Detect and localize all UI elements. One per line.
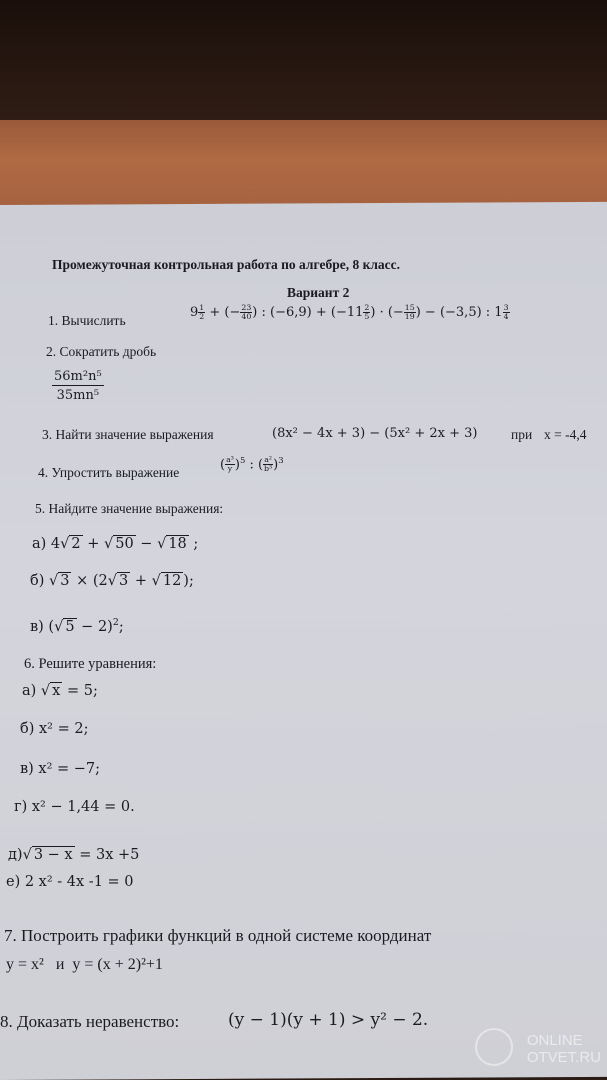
- task6-c: в) x² = −7;: [20, 761, 101, 777]
- watermark: [527, 1033, 601, 1066]
- worksheet-title: Промежуточная контрольная работа по алгебре, 8 класс.: [52, 257, 401, 272]
- task2-label: 2. Сократить дробь: [46, 344, 157, 359]
- task6-label: 6. Решите уравнения:: [24, 656, 157, 672]
- fraction-numerator: 56m²n⁵: [54, 369, 102, 384]
- task4-label: 4. Упростить выражение: [38, 465, 180, 480]
- task5-label: 5. Найдите значение выражения:: [35, 501, 224, 516]
- variant-label: Вариант 2: [287, 285, 350, 300]
- task3-expression: (8x² − 4x + 3) − (5x² + 2x + 3): [272, 426, 478, 441]
- fraction-denominator: 35mn⁵: [56, 388, 100, 403]
- task7-label: 7. Построить графики функций в одной системе координат: [4, 926, 432, 945]
- watermark-line2: OTVET.RU: [526, 1048, 601, 1066]
- task7-functions: y = x² и y = (x + 2)²+1: [6, 956, 163, 973]
- task8-label: 8. Доказать неравенство:: [0, 1012, 180, 1031]
- task5-c: в) (√ 5 − 2)$^2$;: [30, 617, 124, 635]
- task4-expression: ( $\frac{\text{a³}}{y}$ )$^5$ : ( $\frac{\text{a²}}{\text{b³}}$ )$^3$: [220, 455, 284, 474]
- task1-label: 1. Вычислить: [48, 313, 126, 328]
- watermark-bulb-icon: [475, 1028, 513, 1066]
- watermark-line1: ONLINE: [526, 1032, 583, 1049]
- dark-background: [0, 0, 607, 120]
- task6-a: а) √ x = 5;: [22, 683, 98, 699]
- task6-b: б) x² = 2;: [20, 721, 89, 737]
- task6-e: д)√ 3 − x = 3x +5: [8, 847, 140, 863]
- task5-b: б) √ 3 × (2√ 3 + √ 12 );: [30, 573, 194, 589]
- task1-expression: 9 $\frac{1}{2}$ + (− $\frac{23}{40}$ ) : (−6,9) + (−11 $\frac{2}{5}$ ) · (− $\frac{15}{19}$ ) − (−3,5) : 1 $\frac{3}{4}$: [190, 303, 509, 322]
- task3-value: x = -4,4: [544, 427, 587, 442]
- task6-f: е) 2 x² - 4x -1 = 0: [6, 874, 134, 890]
- task2-fraction: [52, 370, 104, 402]
- task3-label: 3. Найти значение выражения: [42, 427, 214, 442]
- paper-sheet: [0, 202, 607, 1080]
- task3-at: при: [511, 427, 533, 442]
- task8-inequality: (y − 1)(y + 1) > y² − 2.: [228, 1010, 429, 1030]
- task5-a: а) 4√ 2 + √ 50 − √ 18 ;: [32, 536, 199, 552]
- task6-d: г) x² − 1,44 = 0.: [14, 799, 135, 815]
